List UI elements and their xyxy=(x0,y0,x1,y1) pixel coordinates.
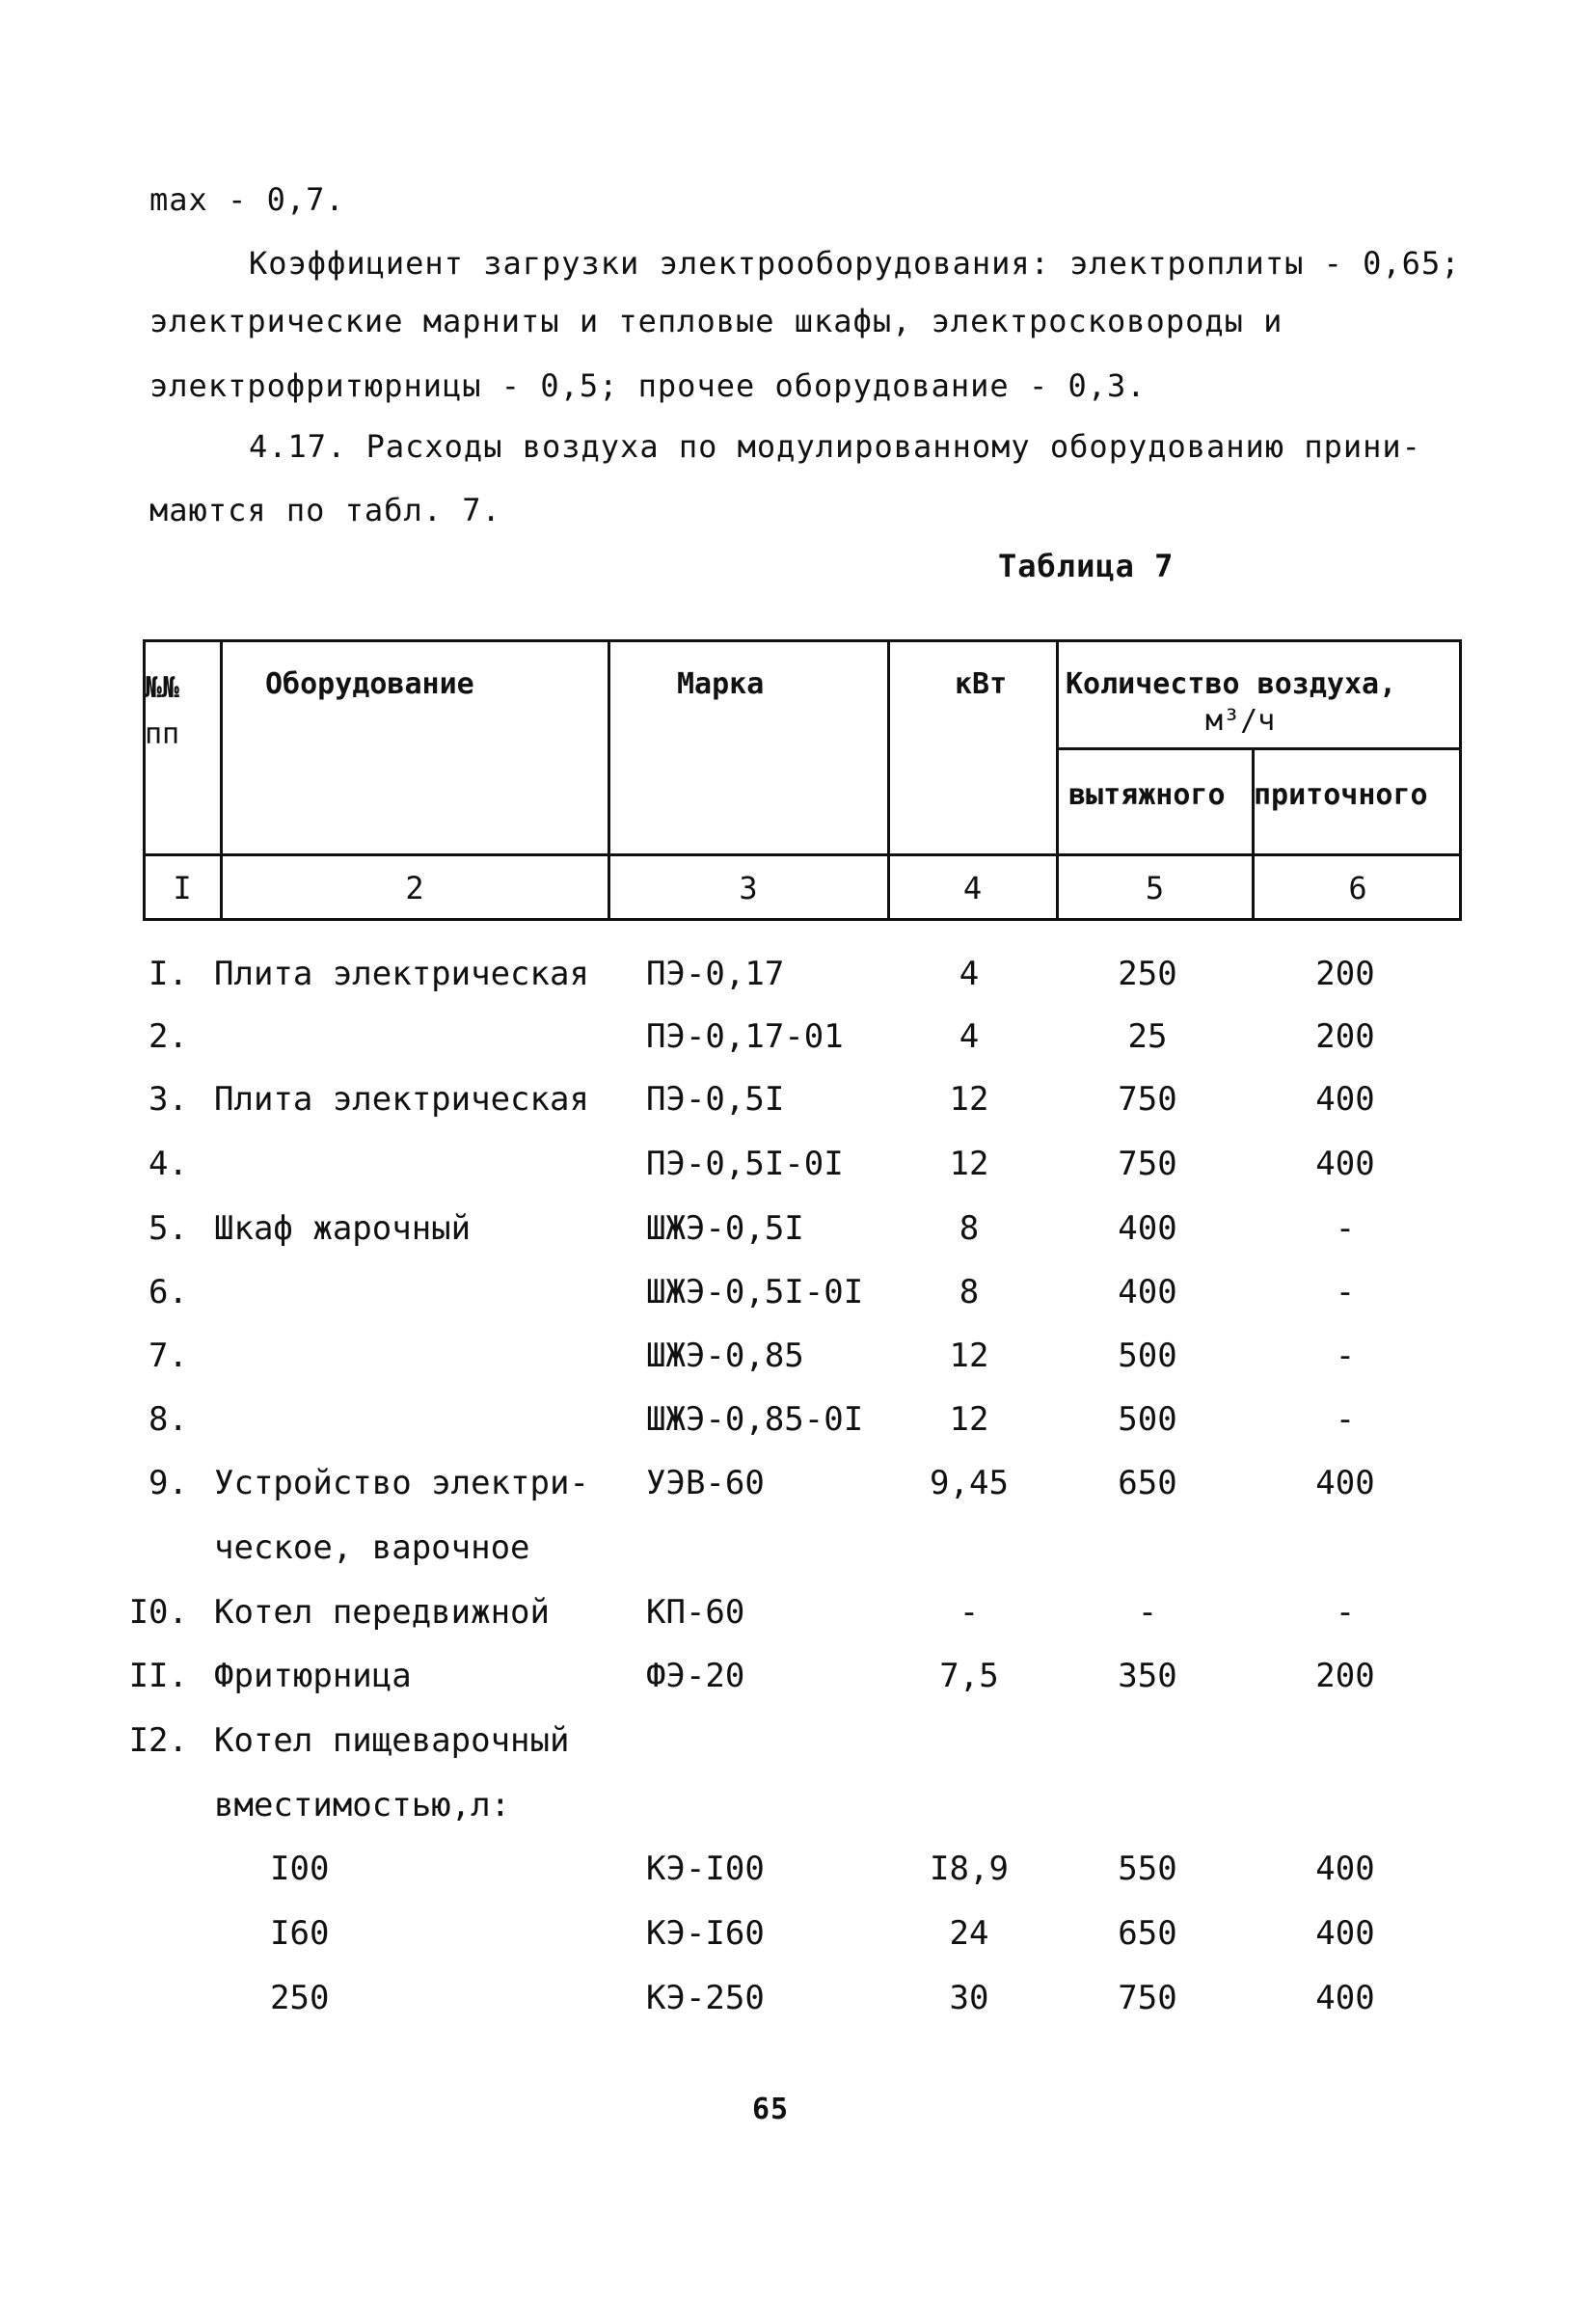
row-exhaust: 25 xyxy=(1127,1017,1168,1056)
row-number: 8. xyxy=(149,1400,188,1439)
row-kw: 12 xyxy=(949,1400,989,1439)
row-supply: 400 xyxy=(1315,1080,1375,1119)
row-equipment: I00 xyxy=(270,1850,330,1888)
row-number: 2. xyxy=(149,1017,188,1056)
row-equipment: Устройство электри- xyxy=(214,1464,589,1502)
divider xyxy=(1056,747,1462,750)
row-number: 3. xyxy=(149,1080,188,1119)
row-supply: - xyxy=(1335,1337,1356,1375)
text-line-2: Коэффициент загрузки электрооборудования: электроплиты - 0,65; xyxy=(249,245,1461,282)
row-brand: КЭ-I00 xyxy=(646,1850,765,1888)
row-supply: - xyxy=(1335,1400,1356,1439)
row-equipment: I60 xyxy=(270,1914,330,1953)
row-kw: 4 xyxy=(959,955,980,993)
row-kw: 8 xyxy=(959,1209,980,1248)
header-air-quantity: Количество воздуха, xyxy=(1066,667,1397,701)
row-supply: 200 xyxy=(1315,1657,1375,1695)
row-brand: КП-60 xyxy=(646,1593,745,1632)
header-kw: кВт xyxy=(955,667,1008,701)
row-exhaust: 500 xyxy=(1118,1400,1177,1439)
row-exhaust: 750 xyxy=(1118,1145,1177,1183)
header-num: №№ пп xyxy=(145,671,180,751)
row-exhaust: 550 xyxy=(1118,1850,1177,1888)
row-equipment: Котел пищеварочный xyxy=(214,1721,570,1760)
row-brand: ШЖЭ-0,85 xyxy=(646,1337,804,1375)
row-kw: - xyxy=(959,1593,980,1632)
row-kw: 8 xyxy=(959,1273,980,1311)
page-number: 65 xyxy=(752,2093,790,2126)
text-line-3: электрические марниты и тепловые шкафы, электросковороды и xyxy=(149,303,1283,339)
row-equipment: ческое, варочное xyxy=(214,1528,530,1567)
row-kw: 12 xyxy=(949,1080,989,1119)
row-brand: КЭ-I60 xyxy=(646,1914,765,1953)
row-equipment: Фритюрница xyxy=(214,1657,412,1695)
row-kw: 4 xyxy=(959,1017,980,1056)
row-number: 6. xyxy=(149,1273,188,1311)
row-equipment: Плита электрическая xyxy=(214,1080,589,1119)
header-brand: Марка xyxy=(677,667,765,701)
row-equipment: Плита электрическая xyxy=(214,955,589,993)
row-kw: 9,45 xyxy=(930,1464,1009,1502)
text-line-4: электрофритюрницы - 0,5; прочее оборудование - 0,3. xyxy=(149,367,1147,404)
row-exhaust: 500 xyxy=(1118,1337,1177,1375)
row-number: II. xyxy=(128,1657,188,1695)
row-brand: КЭ-250 xyxy=(646,1979,765,2017)
row-brand: ШЖЭ-0,5I xyxy=(646,1209,804,1248)
row-exhaust: 650 xyxy=(1118,1464,1177,1502)
col-number-6: 6 xyxy=(1348,870,1367,906)
text-line-5: 4.17. Расходы воздуха по модулированному оборудованию прини- xyxy=(249,428,1421,465)
row-exhaust: 650 xyxy=(1118,1914,1177,1953)
row-number: 7. xyxy=(149,1337,188,1375)
row-equipment: вместимостью,л: xyxy=(214,1786,511,1824)
col-number-4: 4 xyxy=(962,870,983,906)
row-number: 9. xyxy=(149,1464,188,1502)
row-exhaust: 400 xyxy=(1118,1209,1177,1248)
header-exhaust: вытяжного xyxy=(1068,778,1226,812)
col-number-1: I xyxy=(173,870,192,906)
row-supply: 400 xyxy=(1315,1145,1375,1183)
header-air-unit: м³/ч xyxy=(1205,704,1276,738)
row-exhaust: 400 xyxy=(1118,1273,1177,1311)
col-number-3: 3 xyxy=(739,870,758,906)
row-brand: ШЖЭ-0,5I-0I xyxy=(646,1273,864,1311)
row-equipment: Котел передвижной xyxy=(214,1593,550,1632)
row-number: 4. xyxy=(149,1145,188,1183)
row-exhaust: 750 xyxy=(1118,1979,1177,2017)
row-equipment: Шкаф жарочный xyxy=(214,1209,472,1248)
row-brand: ПЭ-0,17-01 xyxy=(646,1017,844,1056)
row-kw: 24 xyxy=(949,1914,989,1953)
row-supply: 400 xyxy=(1315,1979,1375,2017)
row-supply: 200 xyxy=(1315,955,1375,993)
row-kw: 12 xyxy=(949,1337,989,1375)
row-supply: 200 xyxy=(1315,1017,1375,1056)
row-supply: - xyxy=(1335,1593,1356,1632)
row-number: I. xyxy=(149,955,188,993)
row-supply: - xyxy=(1335,1209,1356,1248)
text-line-6: маются по табл. 7. xyxy=(149,492,501,528)
row-exhaust: - xyxy=(1137,1593,1158,1632)
row-number: I0. xyxy=(128,1593,188,1632)
row-brand: ПЭ-0,5I-0I xyxy=(646,1145,844,1183)
row-supply: 400 xyxy=(1315,1914,1375,1953)
row-kw: I8,9 xyxy=(930,1850,1009,1888)
row-brand: УЭВ-60 xyxy=(646,1464,765,1502)
row-brand: ПЭ-0,5I xyxy=(646,1080,785,1119)
row-number: 5. xyxy=(149,1209,188,1248)
row-equipment: 250 xyxy=(270,1979,330,2017)
header-equipment: Оборудование xyxy=(265,667,474,701)
row-supply: - xyxy=(1335,1273,1356,1311)
row-brand: ПЭ-0,17 xyxy=(646,955,785,993)
row-kw: 7,5 xyxy=(939,1657,999,1695)
row-kw: 30 xyxy=(949,1979,989,2017)
divider xyxy=(143,853,1462,856)
row-brand: ФЭ-20 xyxy=(646,1657,745,1695)
table-caption: Таблица 7 xyxy=(998,548,1175,584)
row-supply: 400 xyxy=(1315,1464,1375,1502)
row-brand: ШЖЭ-0,85-0I xyxy=(646,1400,864,1439)
row-supply: 400 xyxy=(1315,1850,1375,1888)
row-exhaust: 350 xyxy=(1118,1657,1177,1695)
header-supply: приточного xyxy=(1254,778,1428,812)
col-number-2: 2 xyxy=(405,870,424,906)
row-kw: 12 xyxy=(949,1145,989,1183)
col-number-5: 5 xyxy=(1145,870,1165,906)
row-exhaust: 250 xyxy=(1118,955,1177,993)
text-line-1: max - 0,7. xyxy=(149,181,345,218)
row-number: I2. xyxy=(128,1721,188,1760)
row-exhaust: 750 xyxy=(1118,1080,1177,1119)
